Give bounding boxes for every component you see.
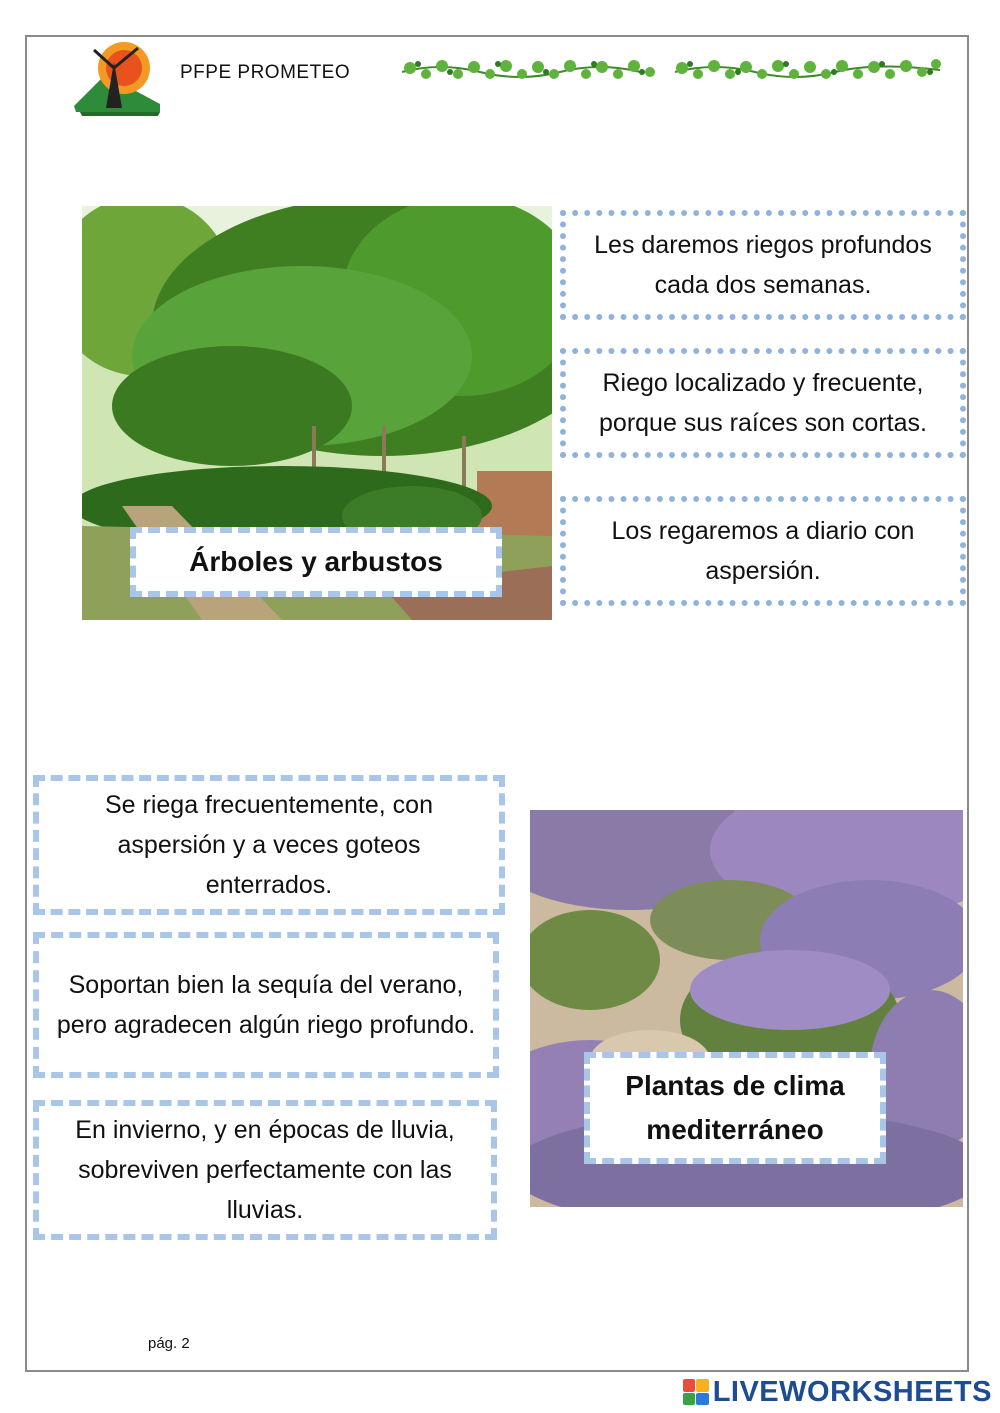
label-mediterraneo: Plantas de clima mediterráneo [584,1052,886,1164]
option-card[interactable] [560,496,966,606]
header-title: PFPE PROMETEO [180,62,351,83]
option-text: Riego localizado y frecuente, porque sus raíces son cortas. [599,369,927,437]
prometeo-logo [72,38,164,118]
option-card[interactable] [33,1100,497,1240]
option-text: Soportan bien la sequía del verano, pero agradecen algún riego profundo. [56,971,476,1039]
option-text: Se riega frecuentemente, con aspersión y a veces goteos enterrados. [105,791,433,899]
option-card[interactable] [33,932,499,1078]
option-text: Los regaremos a diario con aspersión. [611,517,915,585]
page-number: pág. 2 [148,1335,190,1352]
option-text: Les daremos riegos profundos cada dos semanas. [594,231,932,299]
option-card[interactable] [560,210,966,320]
liveworksheets-brand[interactable] [683,1374,992,1410]
label-arboles: Árboles y arbustos [130,527,502,597]
brand-text: LIVEWORKSHEETS [712,1375,992,1408]
liveworksheets-logo-icon [683,1379,709,1405]
option-text: En invierno, y en épocas de lluvia, sobreviven perfectamente con las lluvias. [75,1116,455,1224]
option-card[interactable] [33,775,505,915]
option-card[interactable] [560,348,966,458]
vine-decoration [400,50,945,88]
